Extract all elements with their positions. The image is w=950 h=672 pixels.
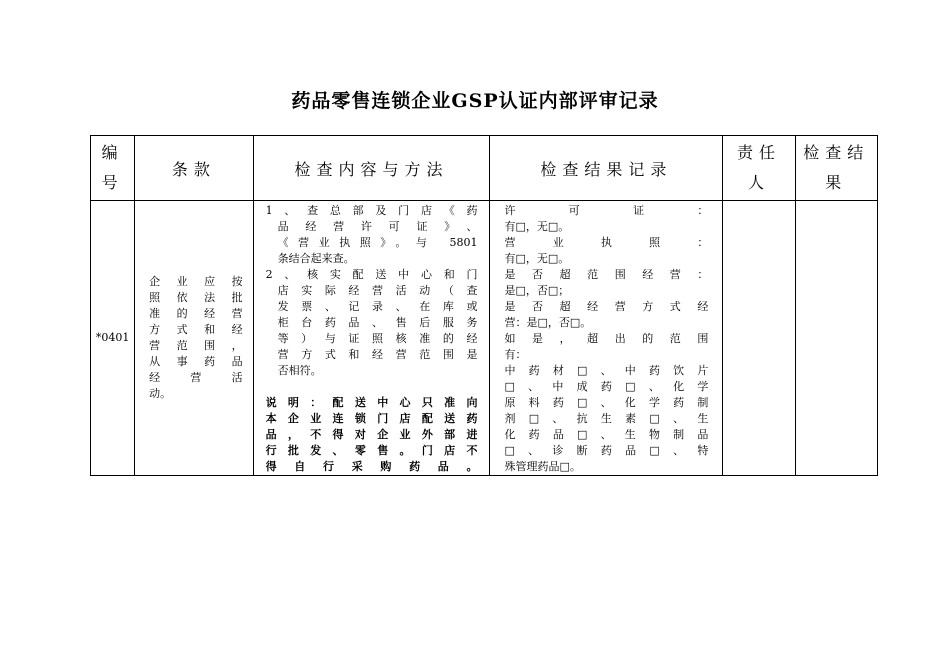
clause-text xyxy=(135,201,253,476)
content-line: 等）与证照核准的经 xyxy=(277,332,478,345)
responsible-person-cell[interactable] xyxy=(723,201,795,476)
content-line: 品经营许可证》、 xyxy=(277,220,478,233)
note-line: 品，不得对企业外部进 xyxy=(265,428,478,441)
header-responsible xyxy=(723,136,795,201)
content-line: 发票、记录、在库或 xyxy=(277,300,478,313)
result-line: □、诊断药品□、特 xyxy=(504,444,709,457)
result-line: 有□，无□。 xyxy=(504,252,570,265)
result-line: 殊管理药品□。 xyxy=(504,460,581,473)
content-line: 柜台药品、售后服务 xyxy=(277,316,478,329)
note-line: 本企业连锁门店配送药 xyxy=(265,412,478,425)
header-content: 检查内容与方法 xyxy=(253,136,490,201)
clause-line: 照依法批 xyxy=(149,291,243,304)
result-line: 营业执照： xyxy=(504,236,709,249)
clause-line: 经营活 xyxy=(149,371,243,384)
note-line: 行批发、零售。门店不 xyxy=(265,444,478,457)
result-line: 化药品□、生物制品 xyxy=(504,428,709,441)
content-line: 《营业执照》。与 5801 xyxy=(277,236,478,249)
clause-line: 营范围， xyxy=(149,339,243,352)
table-header-row xyxy=(91,136,878,201)
content-line: 2、核实配送中心和门 xyxy=(265,268,478,281)
result-line: 营：是□，否□。 xyxy=(504,316,592,329)
content-line: 营方式和经营范围是 xyxy=(277,348,478,361)
content-line: 1、查总部及门店《药 xyxy=(265,204,478,217)
clause-line: 企业应按 xyxy=(149,275,243,288)
header-check-line1: 检查结 xyxy=(803,143,870,162)
result-line: 有□，无□。 xyxy=(504,220,570,233)
header-result: 检查结果记录 xyxy=(490,136,723,201)
result-line: □、中成药□、化学 xyxy=(504,380,709,393)
page-title: 药品零售连锁企业GSP认证内部评审记录 xyxy=(291,90,659,112)
note-line: 说明：配送中心只准向 xyxy=(265,396,478,409)
content-line: 店实际经营活动（查 xyxy=(277,284,478,297)
inspection-content xyxy=(253,201,490,476)
clause-line: 从事药品 xyxy=(149,355,243,368)
result-line: 如是，超出的范围 xyxy=(504,332,709,345)
header-clause: 条款 xyxy=(135,136,253,201)
content-line: 条结合起来查。 xyxy=(277,252,355,265)
result-line: 是□，否□； xyxy=(504,284,570,297)
note-block xyxy=(266,395,478,475)
result-line: 有： xyxy=(504,348,527,361)
header-no-line1: 编 xyxy=(101,143,124,162)
check-result-cell[interactable] xyxy=(795,201,877,476)
result-line: 是否超经营方式经 xyxy=(504,300,709,313)
content-line: 否相符。 xyxy=(277,364,322,377)
item-number: *0401 xyxy=(91,201,135,476)
result-line: 原料药□、化学药制 xyxy=(504,396,709,409)
result-record xyxy=(490,201,723,476)
clause-line: 方式和经 xyxy=(149,323,243,336)
note-line: 得自行采购药品。 xyxy=(265,460,478,473)
header-responsible-line1: 责任 xyxy=(736,143,781,162)
header-check-line2: 果 xyxy=(825,173,848,192)
table-row xyxy=(91,201,878,476)
header-responsible-line2: 人 xyxy=(747,173,770,192)
clause-line: 动。 xyxy=(149,387,172,400)
result-line: 剂□、抗生素□、生 xyxy=(504,412,709,425)
result-line: 中药材□、中药饮片 xyxy=(504,364,709,377)
review-record-table xyxy=(90,135,878,476)
header-check-result xyxy=(795,136,877,201)
result-line: 是否超范围经营： xyxy=(504,268,709,281)
header-no xyxy=(91,136,135,201)
header-no-line2: 号 xyxy=(101,173,124,192)
result-line: 许可证： xyxy=(504,204,709,217)
clause-line: 准的经营 xyxy=(149,307,243,320)
